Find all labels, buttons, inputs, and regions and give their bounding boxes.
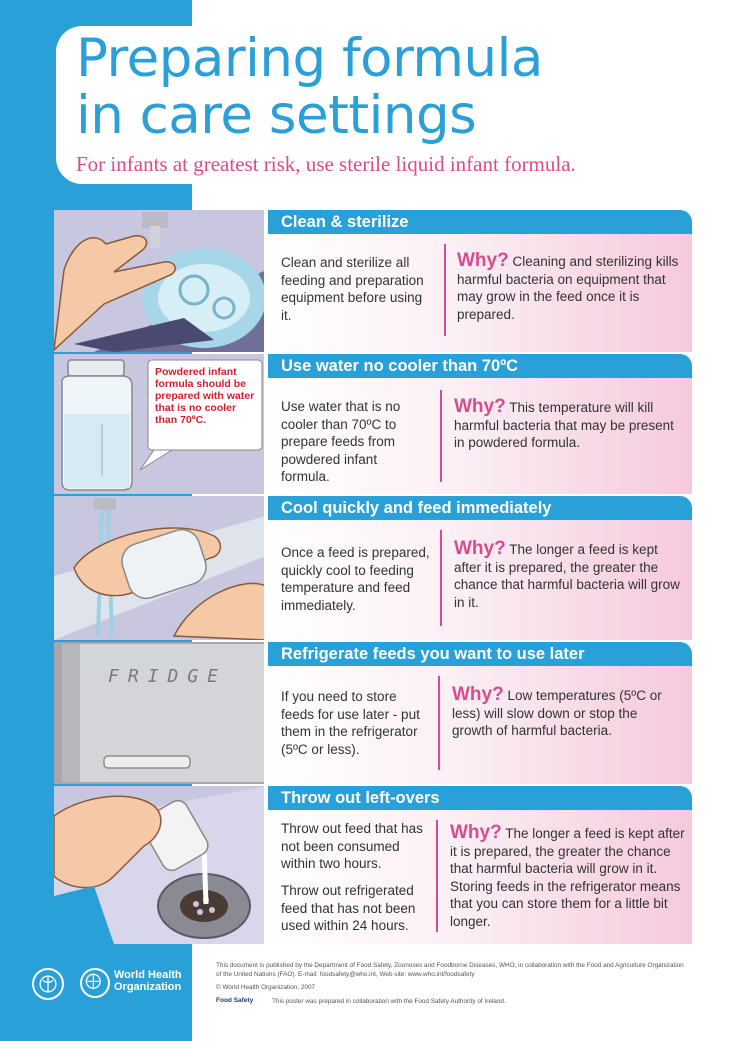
section-header: Cool quickly and feed immediately — [268, 496, 692, 520]
instruction-text: If you need to store feeds for use later - put them in the refrigerator (5ºC or less). — [281, 689, 420, 757]
instruction-text: Clean and sterilize all feeding and preparation equipment before using it. — [281, 255, 424, 323]
why-explanation — [457, 252, 687, 323]
fsai-logo-icon — [216, 994, 274, 1008]
why-text: The longer a feed is kept after it is prepared, the greater the chance that harmful bacteria will grow in it. — [454, 542, 680, 610]
section-divider — [436, 820, 438, 932]
section-cool-quickly — [54, 496, 692, 640]
illustration-cooling-bottle — [54, 496, 266, 640]
instruction-text: Once a feed is prepared, quickly cool to feeding temperature and feed immediately. — [281, 545, 430, 613]
section-water-temperature — [54, 354, 692, 494]
instruction-text: Throw out feed that has not been consumed within two hours. — [281, 821, 423, 871]
section-throw-out — [54, 786, 692, 944]
who-name — [114, 969, 182, 993]
instruction-text: Use water that is no cooler than 70ºC to prepare feeds from powdered infant formula. — [281, 399, 401, 484]
section-header: Use water no cooler than 70ºC — [268, 354, 692, 378]
why-label: Why? — [454, 396, 506, 417]
illustration-washing-bottles — [54, 210, 266, 352]
section-divider — [440, 390, 442, 482]
why-text: Cleaning and sterilizing kills harmful bacteria on equipment that may grow in the feed once it is prepared. — [457, 254, 679, 322]
who-line-1: World Health — [114, 969, 182, 981]
section-body — [268, 378, 692, 494]
why-text: Low temperatures (5ºC or less) will slow down or stop the growth of harmful bacteria. — [452, 688, 662, 738]
fridge-label: FRIDGE — [108, 666, 228, 687]
why-explanation — [454, 398, 686, 452]
title-line-1: Preparing formula — [76, 28, 543, 89]
who-logo-icon — [80, 968, 110, 998]
who-line-2: Organization — [114, 981, 182, 993]
section-header: Throw out left-overs — [268, 786, 692, 810]
why-label: Why? — [457, 250, 509, 271]
section-header: Clean & sterilize — [268, 210, 692, 234]
section-divider — [440, 530, 442, 626]
fao-logo-icon — [32, 968, 64, 1000]
why-label: Why? — [450, 822, 502, 843]
why-text: The longer a feed is kept after it is prepared, the greater the chance that harmful bacteria will grow in it. Storing feeds in the refrigerator means that you can store them for a little bit longer. — [450, 826, 685, 929]
illustration-fridge — [54, 642, 266, 784]
section-body — [268, 810, 692, 944]
fsai-logo-text: Food Safety — [216, 997, 254, 1004]
section-clean-sterilize — [54, 210, 692, 352]
section-divider — [444, 244, 446, 336]
why-label: Why? — [452, 684, 504, 705]
section-divider — [438, 676, 440, 770]
why-label: Why? — [454, 538, 506, 559]
why-explanation — [452, 686, 662, 740]
publication-note: This document is published by the Department of Food Safety, Zoonoses and Foodborne Diseases, WHO, in collaboration with the Food and Agriculture Organization of the United Nations (FAO). E-mail: foodsafety@who.int, Web site: www.who.int/foodsafety — [216, 962, 684, 978]
section-header: Refrigerate feeds you want to use later — [268, 642, 692, 666]
section-refrigerate — [54, 642, 692, 784]
why-explanation — [450, 824, 690, 930]
section-body — [268, 666, 692, 784]
title-line-2: in care settings — [76, 85, 477, 146]
callout-text: Powdered infant formula should be prepared with water that is no cooler than 70ºC. — [155, 366, 255, 426]
illustration-pouring-drain — [54, 786, 266, 944]
subtitle: For infants at greatest risk, use sterile liquid infant formula. — [76, 152, 576, 176]
page-title — [76, 30, 543, 144]
why-explanation — [454, 540, 686, 611]
copyright: © World Health Organization, 2007 — [216, 984, 316, 991]
section-body — [268, 520, 692, 640]
section-body — [268, 234, 692, 352]
instruction-text-2: Throw out refrigerated feed that has not been used within 24 hours. — [281, 883, 416, 933]
fsai-note: This poster was prepared in collaboration with the Food Safety Authority of Ireland. — [272, 998, 506, 1005]
why-text: This temperature will kill harmful bacteria that may be present in powdered formula. — [454, 400, 674, 450]
